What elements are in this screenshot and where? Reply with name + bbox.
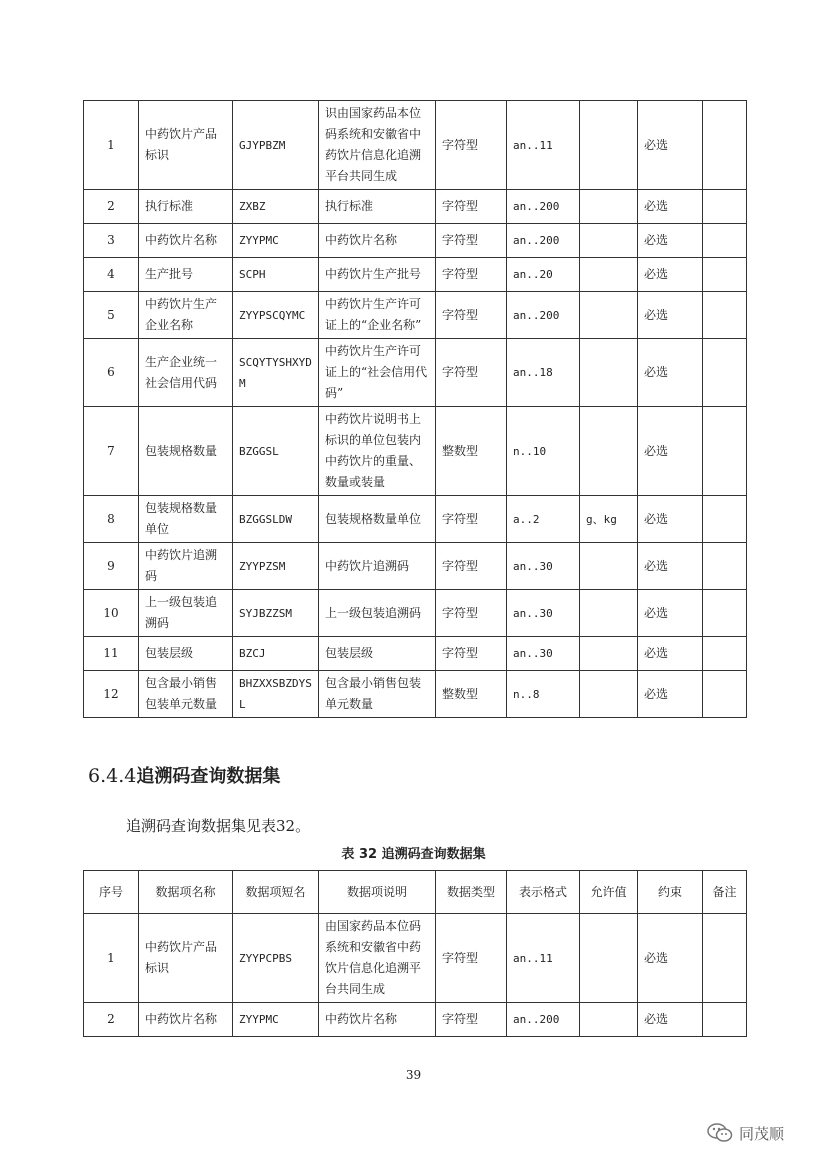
column-header: 表示格式 — [507, 871, 580, 914]
cell-format: an..20 — [507, 258, 580, 292]
cell-format: an..18 — [507, 339, 580, 407]
cell-short-name: SYJBZZSM — [233, 590, 319, 637]
cell-note — [703, 671, 747, 718]
cell-no: 1 — [84, 914, 139, 1003]
column-header: 数据项说明 — [319, 871, 436, 914]
cell-no: 9 — [84, 543, 139, 590]
cell-allowed: g、kg — [580, 496, 638, 543]
cell-note — [703, 190, 747, 224]
cell-no: 2 — [84, 1003, 139, 1037]
cell-type: 字符型 — [436, 496, 507, 543]
cell-no: 3 — [84, 224, 139, 258]
cell-format: an..30 — [507, 543, 580, 590]
section-heading — [88, 762, 280, 788]
cell-constraint: 必选 — [638, 258, 703, 292]
table-row — [84, 258, 747, 292]
cell-name: 包装规格数量 — [139, 407, 233, 496]
cell-allowed — [580, 339, 638, 407]
cell-name: 执行标准 — [139, 190, 233, 224]
page-number: 39 — [405, 1068, 422, 1082]
cell-short-name: BZGGSLDW — [233, 496, 319, 543]
cell-short-name: SCPH — [233, 258, 319, 292]
table-row — [84, 190, 747, 224]
column-header: 序号 — [84, 871, 139, 914]
cell-allowed — [580, 258, 638, 292]
cell-name: 中药饮片产品标识 — [139, 914, 233, 1003]
column-header: 允许值 — [580, 871, 638, 914]
table-row — [84, 543, 747, 590]
cell-type: 字符型 — [436, 914, 507, 1003]
cell-type: 字符型 — [436, 543, 507, 590]
cell-format: an..30 — [507, 637, 580, 671]
table-header-row — [84, 871, 747, 914]
cell-constraint: 必选 — [638, 590, 703, 637]
cell-constraint: 必选 — [638, 637, 703, 671]
cell-short-name: GJYPBZM — [233, 101, 319, 190]
cell-no: 2 — [84, 190, 139, 224]
cell-description: 中药饮片生产批号 — [319, 258, 436, 292]
cell-short-name: BZCJ — [233, 637, 319, 671]
cell-allowed — [580, 190, 638, 224]
data-table-continued — [83, 100, 747, 718]
table-row — [84, 101, 747, 190]
table-caption: 表 32 追溯码查询数据集 — [341, 847, 486, 862]
cell-short-name: BHZXXSBZDYSL — [233, 671, 319, 718]
cell-constraint: 必选 — [638, 292, 703, 339]
cell-note — [703, 914, 747, 1003]
cell-note — [703, 543, 747, 590]
cell-format: n..8 — [507, 671, 580, 718]
cell-short-name: ZYYPSCQYMC — [233, 292, 319, 339]
cell-name: 上一级包装追溯码 — [139, 590, 233, 637]
cell-allowed — [580, 292, 638, 339]
cell-note — [703, 292, 747, 339]
cell-description: 中药饮片追溯码 — [319, 543, 436, 590]
cell-name: 中药饮片名称 — [139, 224, 233, 258]
cell-no: 4 — [84, 258, 139, 292]
cell-description: 包含最小销售包装单元数量 — [319, 671, 436, 718]
cell-type: 字符型 — [436, 637, 507, 671]
cell-format: an..11 — [507, 914, 580, 1003]
cell-note — [703, 339, 747, 407]
cell-description: 包装层级 — [319, 637, 436, 671]
cell-allowed — [580, 671, 638, 718]
cell-allowed — [580, 224, 638, 258]
cell-type: 字符型 — [436, 339, 507, 407]
cell-format: an..200 — [507, 224, 580, 258]
watermark-text: 同茂顺 — [739, 1124, 785, 1143]
cell-name: 中药饮片产品标识 — [139, 101, 233, 190]
cell-short-name: ZYYPMC — [233, 224, 319, 258]
column-header: 数据类型 — [436, 871, 507, 914]
cell-allowed — [580, 590, 638, 637]
cell-no: 6 — [84, 339, 139, 407]
cell-note — [703, 258, 747, 292]
cell-constraint: 必选 — [638, 101, 703, 190]
cell-no: 10 — [84, 590, 139, 637]
cell-format: an..200 — [507, 292, 580, 339]
cell-constraint: 必选 — [638, 914, 703, 1003]
cell-no: 7 — [84, 407, 139, 496]
cell-name: 包含最小销售包装单元数量 — [139, 671, 233, 718]
cell-type: 整数型 — [436, 671, 507, 718]
column-header: 数据项短名 — [233, 871, 319, 914]
cell-type: 字符型 — [436, 224, 507, 258]
cell-description: 中药饮片生产许可证上的“企业名称” — [319, 292, 436, 339]
table-row — [84, 671, 747, 718]
cell-note — [703, 496, 747, 543]
cell-type: 字符型 — [436, 1003, 507, 1037]
body-paragraph: 追溯码查询数据集见表32。 — [126, 817, 311, 835]
table-row — [84, 496, 747, 543]
cell-allowed — [580, 1003, 638, 1037]
cell-description: 执行标准 — [319, 190, 436, 224]
cell-description: 中药饮片生产许可证上的“社会信用代码” — [319, 339, 436, 407]
trace-code-query-table — [83, 870, 747, 1037]
cell-no: 8 — [84, 496, 139, 543]
cell-type: 字符型 — [436, 190, 507, 224]
cell-description: 由国家药品本位码系统和安徽省中药饮片信息化追溯平台共同生成 — [319, 914, 436, 1003]
table-row — [84, 914, 747, 1003]
cell-type: 字符型 — [436, 101, 507, 190]
cell-short-name: ZXBZ — [233, 190, 319, 224]
table-row — [84, 224, 747, 258]
cell-no: 11 — [84, 637, 139, 671]
column-header: 备注 — [703, 871, 747, 914]
cell-constraint: 必选 — [638, 1003, 703, 1037]
cell-name: 中药饮片名称 — [139, 1003, 233, 1037]
cell-note — [703, 637, 747, 671]
cell-name: 生产企业统一社会信用代码 — [139, 339, 233, 407]
cell-short-name: BZGGSL — [233, 407, 319, 496]
cell-type: 字符型 — [436, 258, 507, 292]
cell-constraint: 必选 — [638, 671, 703, 718]
cell-no: 12 — [84, 671, 139, 718]
cell-allowed — [580, 637, 638, 671]
cell-description: 上一级包装追溯码 — [319, 590, 436, 637]
cell-allowed — [580, 543, 638, 590]
cell-constraint: 必选 — [638, 496, 703, 543]
cell-type: 整数型 — [436, 407, 507, 496]
cell-description: 中药饮片说明书上标识的单位包装内中药饮片的重量、数量或装量 — [319, 407, 436, 496]
cell-format: an..30 — [507, 590, 580, 637]
cell-description: 包装规格数量单位 — [319, 496, 436, 543]
cell-short-name: SCQYTYSHXYDM — [233, 339, 319, 407]
wechat-icon — [707, 1122, 733, 1144]
cell-type: 字符型 — [436, 292, 507, 339]
cell-format: an..11 — [507, 101, 580, 190]
cell-constraint: 必选 — [638, 339, 703, 407]
table-row — [84, 407, 747, 496]
cell-no: 5 — [84, 292, 139, 339]
cell-constraint: 必选 — [638, 224, 703, 258]
cell-name: 包装层级 — [139, 637, 233, 671]
cell-constraint: 必选 — [638, 543, 703, 590]
cell-allowed — [580, 101, 638, 190]
cell-constraint: 必选 — [638, 190, 703, 224]
cell-short-name: ZYYPMC — [233, 1003, 319, 1037]
cell-note — [703, 1003, 747, 1037]
section-title: 追溯码查询数据集 — [136, 766, 281, 787]
cell-format: an..200 — [507, 1003, 580, 1037]
cell-name: 包装规格数量单位 — [139, 496, 233, 543]
cell-short-name: ZYYPCPBS — [233, 914, 319, 1003]
table-row — [84, 637, 747, 671]
cell-note — [703, 590, 747, 637]
cell-allowed — [580, 914, 638, 1003]
column-header: 数据项名称 — [139, 871, 233, 914]
cell-type: 字符型 — [436, 590, 507, 637]
cell-format: n..10 — [507, 407, 580, 496]
table-row — [84, 1003, 747, 1037]
cell-name: 中药饮片追溯码 — [139, 543, 233, 590]
cell-description: 识由国家药品本位码系统和安徽省中药饮片信息化追溯平台共同生成 — [319, 101, 436, 190]
table-row — [84, 339, 747, 407]
table-row — [84, 292, 747, 339]
cell-description: 中药饮片名称 — [319, 224, 436, 258]
cell-name: 中药饮片生产企业名称 — [139, 292, 233, 339]
table-row — [84, 590, 747, 637]
cell-format: an..200 — [507, 190, 580, 224]
cell-short-name: ZYYPZSM — [233, 543, 319, 590]
cell-note — [703, 224, 747, 258]
cell-format: a..2 — [507, 496, 580, 543]
cell-constraint: 必选 — [638, 407, 703, 496]
cell-allowed — [580, 407, 638, 496]
cell-note — [703, 407, 747, 496]
watermark — [707, 1122, 784, 1144]
column-header: 约束 — [638, 871, 703, 914]
cell-note — [703, 101, 747, 190]
section-number: 6.4.4 — [88, 765, 137, 787]
cell-no: 1 — [84, 101, 139, 190]
cell-name: 生产批号 — [139, 258, 233, 292]
cell-description: 中药饮片名称 — [319, 1003, 436, 1037]
